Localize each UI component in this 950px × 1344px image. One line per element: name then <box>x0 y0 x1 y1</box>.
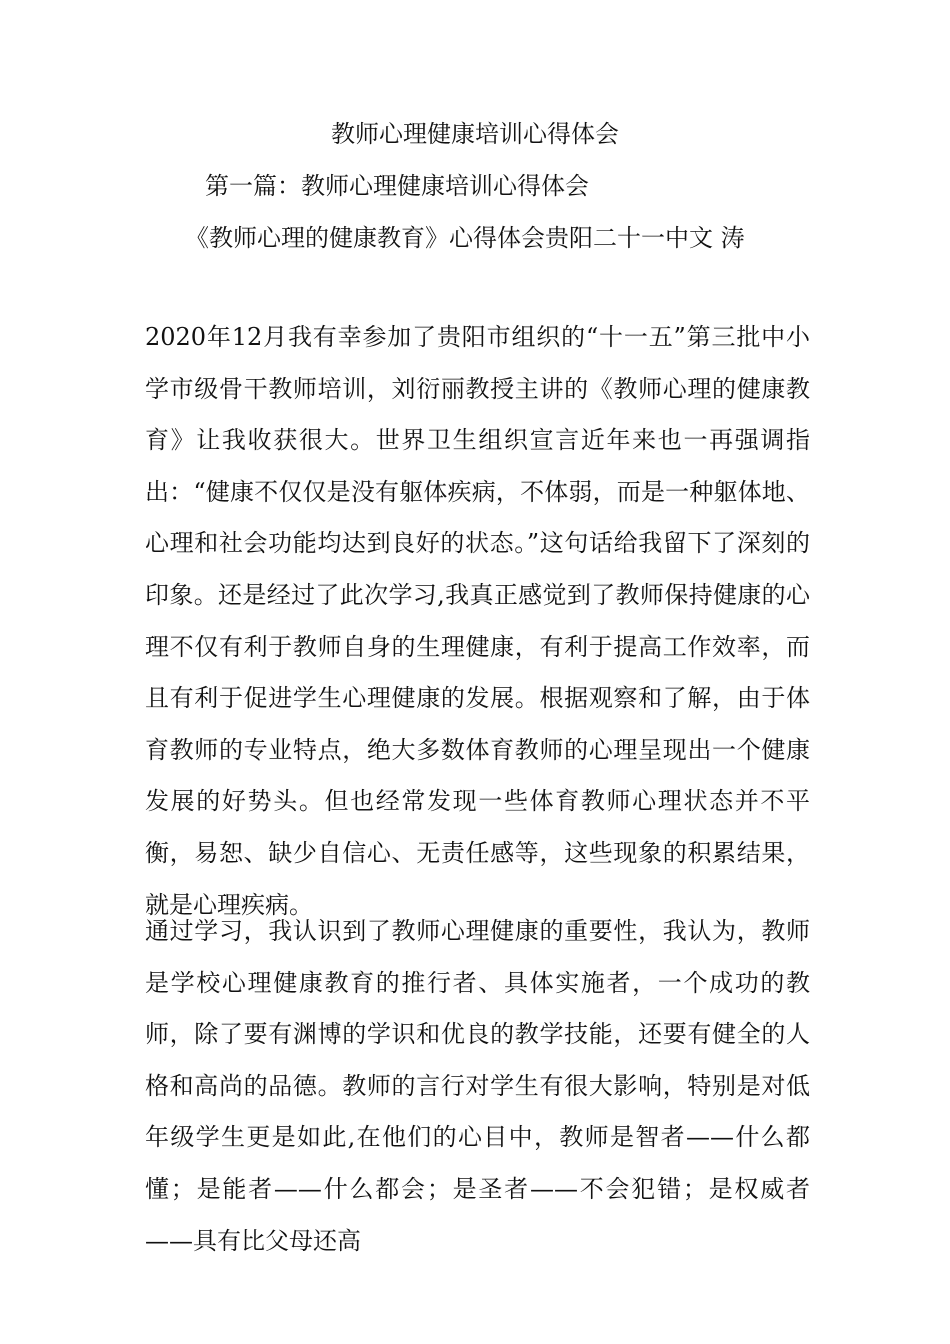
body-paragraph: 2020年12月我有幸参加了贵阳市组织的“十一五”第三批中小学市级骨干教师培训，刘衍丽教授主讲的《教师心理的健康教育》让我收获很大。世界卫生组织宣言近年来也一再强调指出：“健康不仅仅是没有躯体疾病，不体弱，而是一种躯体地、心理和社会功能均达到良好的状态。”这句话给我留下了深刻的印象。还是经过了此次学习,我真正感觉到了教师保持健康的心理不仅有利于教师自身的生理健康，有利于提高工作效率，而且有利于促进学生心理健康的发展。根据观察和了解，由于体育教师的专业特点，绝大多数体育教师的心理呈现出一个健康发展的好势头。但也经常发现一些体育教师心理状态并不平衡，易恕、缺少自信心、无责任感等，这些现象的积累结果，就是心理疾病。 <box>145 323 810 919</box>
document-subtitle: 第一篇：教师心理健康培训心得体会 <box>205 172 589 200</box>
body-paragraph: 通过学习，我认识到了教师心理健康的重要性，我认为，教师是学校心理健康教育的推行者、具体实施者，一个成功的教师，除了要有渊博的学识和优良的教学技能，还要有健全的人格和高尚的品德。教师的言行对学生有很大影响，特别是对低年级学生更是如此,在他们的心目中，教师是智者——什么都懂；是能者——什么都会；是圣者——不会犯错；是权威者——具有比父母还高 <box>145 917 810 1255</box>
document-title: 教师心理健康培训心得体会 <box>331 120 619 148</box>
document-byline: 《教师心理的健康教育》心得体会贵阳二十一中文 涛 <box>185 224 745 252</box>
